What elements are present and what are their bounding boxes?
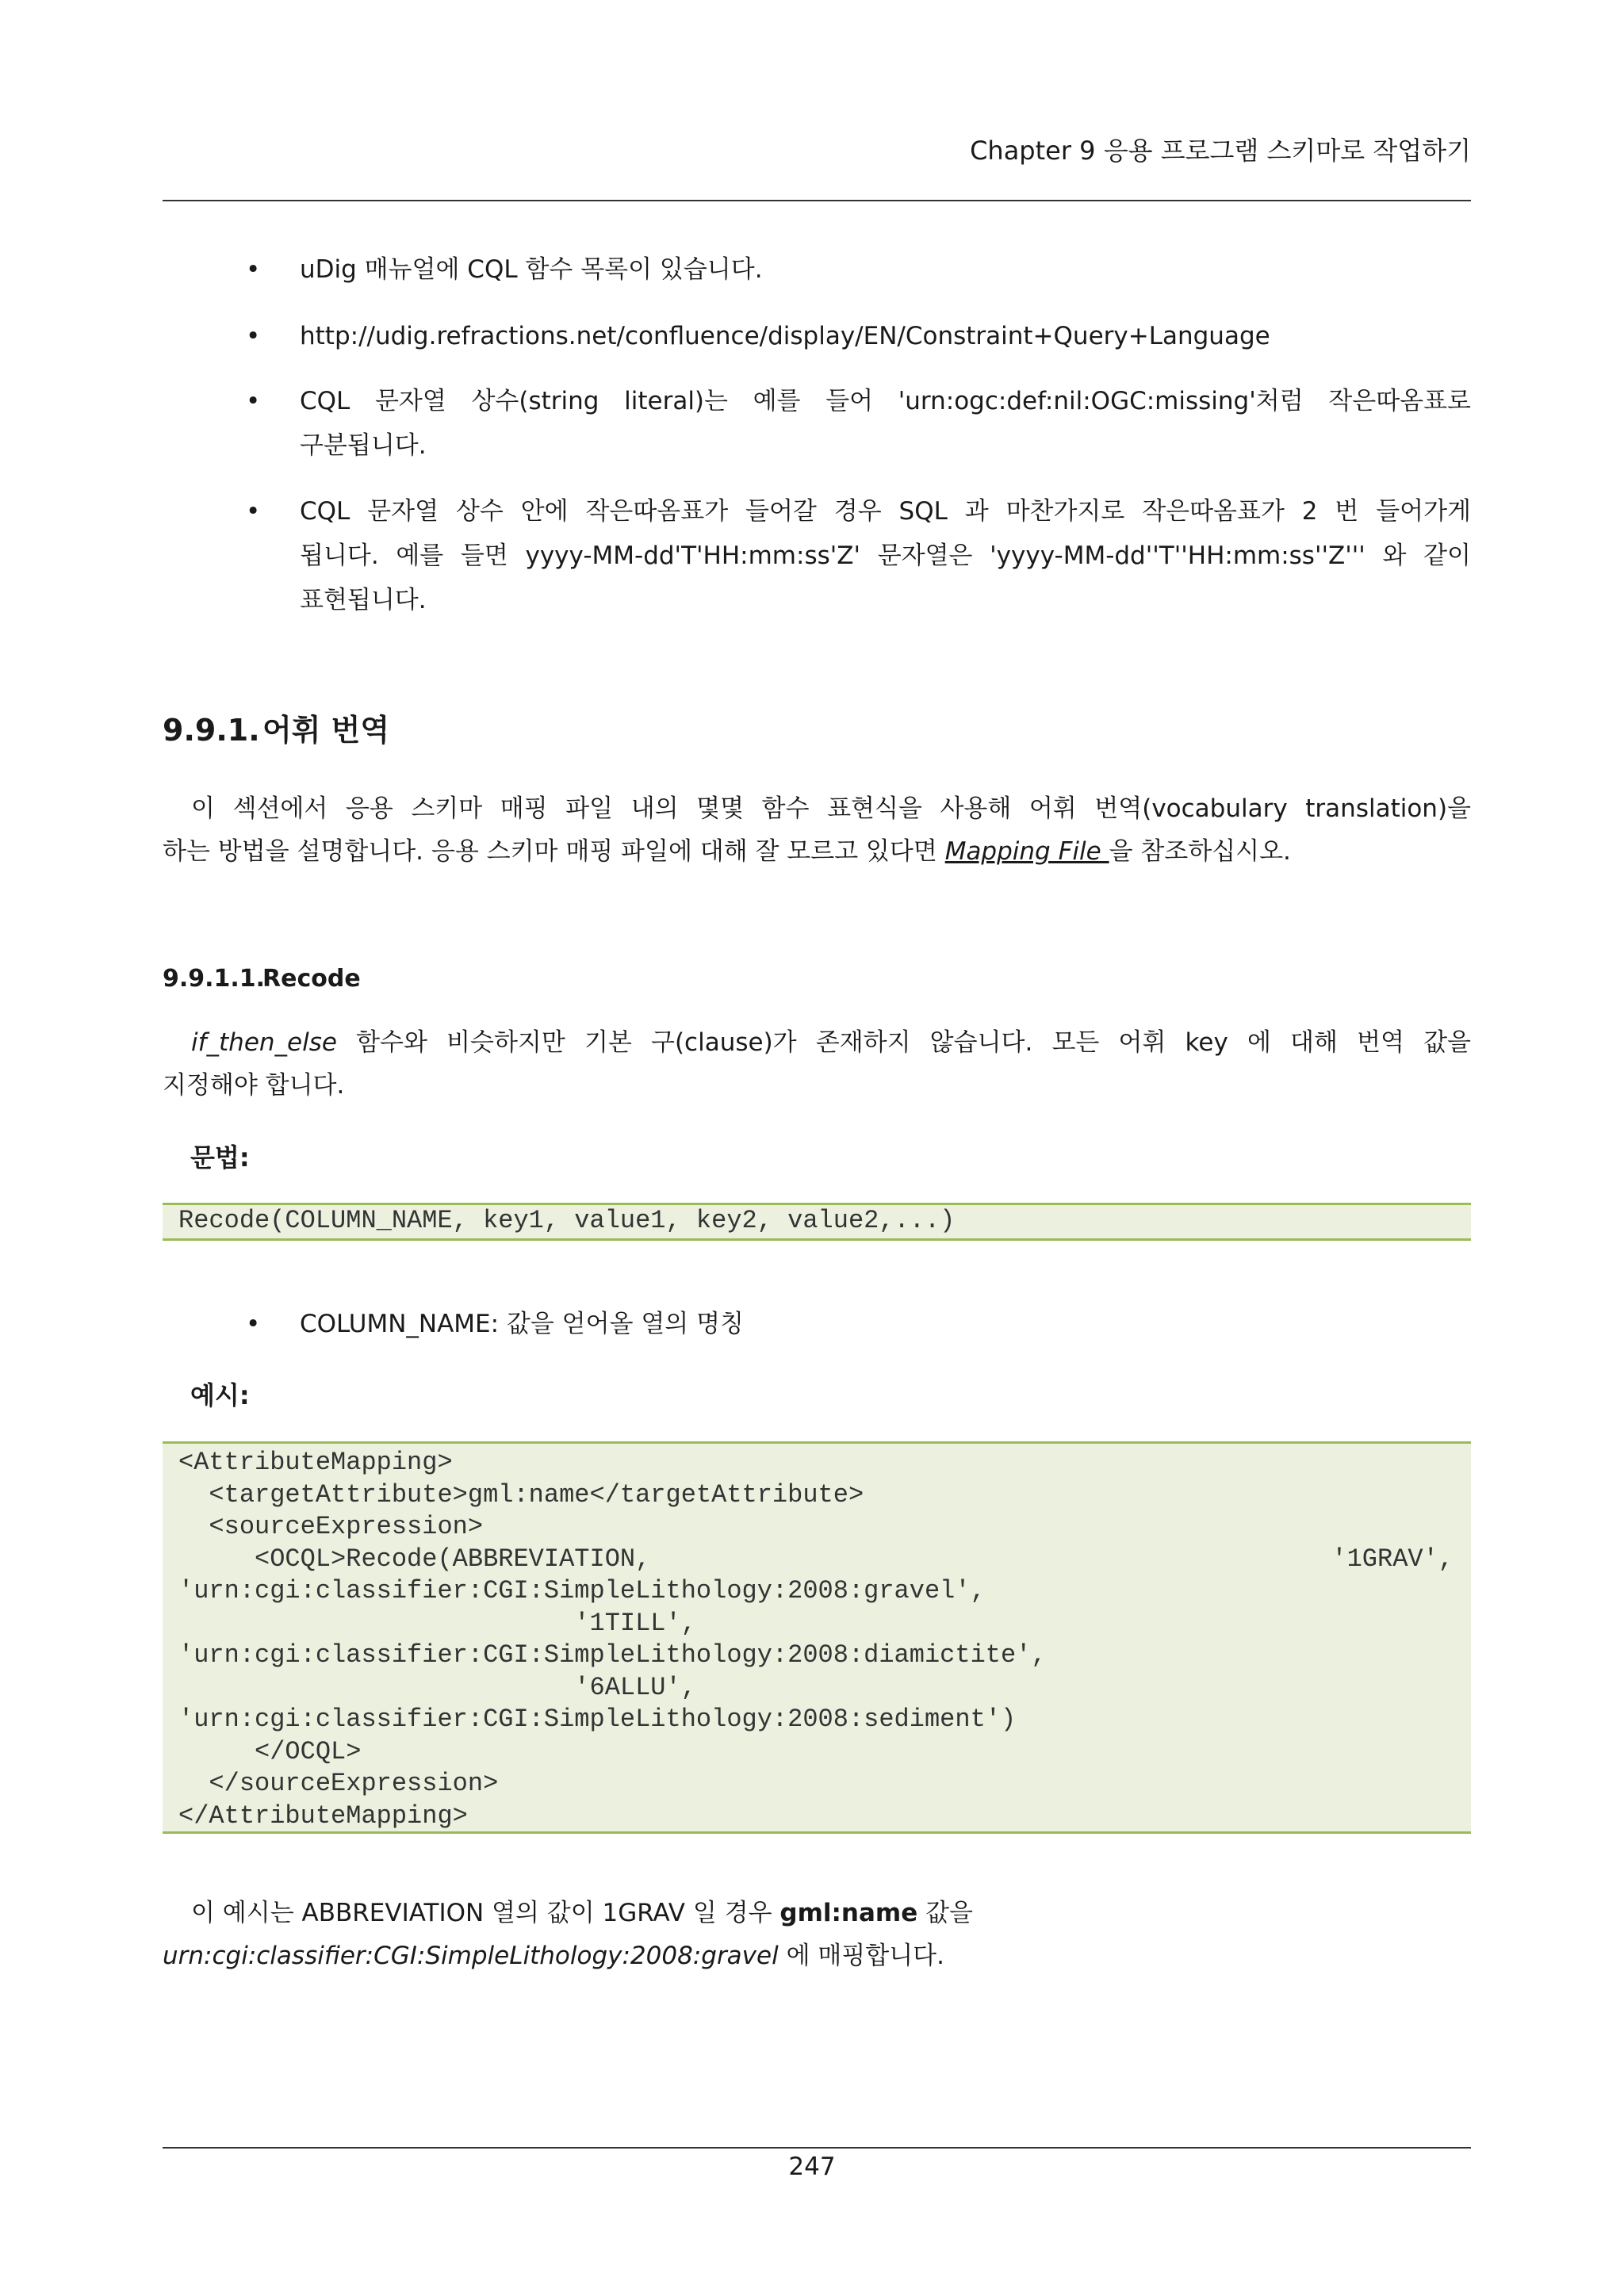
bullet-udig-manual [300,247,1471,292]
running-header: Chapter 9 응용 프로그램 스키마로 작업하기 [970,136,1471,166]
subsection-heading [163,959,361,999]
code-line: </sourceExpression> [178,1769,499,1798]
code-text: <OCQL>Recode(ABBREVIATION, [178,1544,651,1574]
bullet-line: COLUMN_NAME: 값을 얻어올 열의 명칭 [300,1310,745,1338]
code-line: '6ALLU', [178,1672,696,1702]
paragraph-line [163,1892,1471,1934]
paragraph-text: 값을 [917,1899,973,1927]
bullet-column-name [300,1302,1471,1346]
section-heading [163,708,389,752]
code-line [163,1544,1471,1576]
bullet-line: http://udig.refractions.net/confluence/display/EN/Constraint+Query+Language [300,322,1270,350]
if-then-else-term: if_then_else [191,1028,337,1057]
paragraph-line: 이 섹션에서 응용 스키마 매핑 파일 내의 몇몇 함수 표현식을 사용해 어휘 번역(vocabulary translation)을 [191,794,1471,823]
paragraph-line [163,1934,1471,1977]
bullet-marker: • [246,387,261,415]
section-title: 어휘 번역 [262,713,390,748]
bullet-line: 표현됩니다. [300,586,427,614]
bullet-marker: • [246,322,261,350]
page-number: 247 [788,2152,836,2181]
paragraph-line [163,830,1471,873]
code-line: 'urn:cgi:classifier:CGI:SimpleLithology:2008:sediment') [178,1705,1017,1734]
paragraph-text: 이 예시는 ABBREVIATION 열의 값이 1GRAV 일 경우 [191,1899,780,1927]
section-paragraph [163,787,1471,873]
code-line: 'urn:cgi:classifier:CGI:SimpleLithology:2008:diamictite', [178,1640,1047,1670]
code-line: <targetAttribute>gml:name</targetAttribute> [178,1479,864,1510]
code-text: '1GRAV', [1331,1544,1454,1574]
code-line: '1TILL', [178,1608,696,1638]
bullet-line: 구분됩니다. [300,431,427,460]
example-code-block [163,1441,1471,1834]
header-rule [163,200,1471,201]
bullet-line: CQL 문자열 상수(string literal)는 예를 들어 'urn:ogc:def:nil:OGC:missing'처럼 작은따옴표로 [300,387,1471,415]
paragraph-text: 하는 방법을 설명합니다. 응용 스키마 매핑 파일에 대해 잘 모르고 있다면 [163,837,945,866]
paragraph-text: 을 참조하십시오. [1109,837,1291,866]
subsection-title: Recode [262,965,361,993]
code-line: </AttributeMapping> [178,1800,468,1831]
mapping-file-link[interactable]: Mapping File [944,837,1109,866]
syntax-code-block [163,1203,1471,1241]
syntax-label: 문법: [190,1142,250,1173]
example-label: 예시: [190,1380,250,1410]
gml-name-term: gml:name [779,1899,918,1927]
bullet-line: 됩니다. 예를 들면 yyyy-MM-dd'T'HH:mm:ss'Z' 문자열은 'yyyy-MM-dd''T''HH:mm:ss''Z''' 와 같이 [300,541,1471,570]
bullet-marker: • [246,1310,261,1338]
subsection-paragraph [163,1021,1471,1107]
paragraph-text: 함수와 비슷하지만 기본 구(clause)가 존재하지 않습니다. 모든 어휘 key 에 대해 번역 값을 [336,1028,1471,1057]
bullet-cql-url [300,314,1471,358]
paragraph-line [163,1021,1471,1064]
paragraph-text: 에 매핑합니다. [778,1942,944,1970]
gravel-urn-term: urn:cgi:classifier:CGI:SimpleLithology:2008:gravel [163,1942,779,1970]
section-number: 9.9.1. [163,713,260,748]
code-line: <sourceExpression> [178,1512,484,1541]
code-line: <AttributeMapping> [178,1448,453,1477]
example-explanation [163,1892,1471,1977]
bullet-marker: • [246,255,261,284]
bullet-string-literal [300,379,1471,468]
syntax-code: Recode(COLUMN_NAME, key1, value1, key2, value2,...) [178,1206,956,1235]
code-line: </OCQL> [178,1736,362,1766]
subsection-number: 9.9.1.1. [163,965,266,993]
paragraph-line: 지정해야 합니다. [163,1071,345,1100]
bullet-quote-escape [300,489,1471,622]
bullet-line: uDig 매뉴얼에 CQL 함수 목록이 있습니다. [300,255,763,284]
code-line: 'urn:cgi:classifier:CGI:SimpleLithology:2008:gravel', [178,1576,986,1605]
bullet-line: CQL 문자열 상수 안에 작은따옴표가 들어갈 경우 SQL 과 마찬가지로 작은따옴표가 2 번 들어가게 [300,497,1471,526]
bullet-marker: • [246,497,261,526]
